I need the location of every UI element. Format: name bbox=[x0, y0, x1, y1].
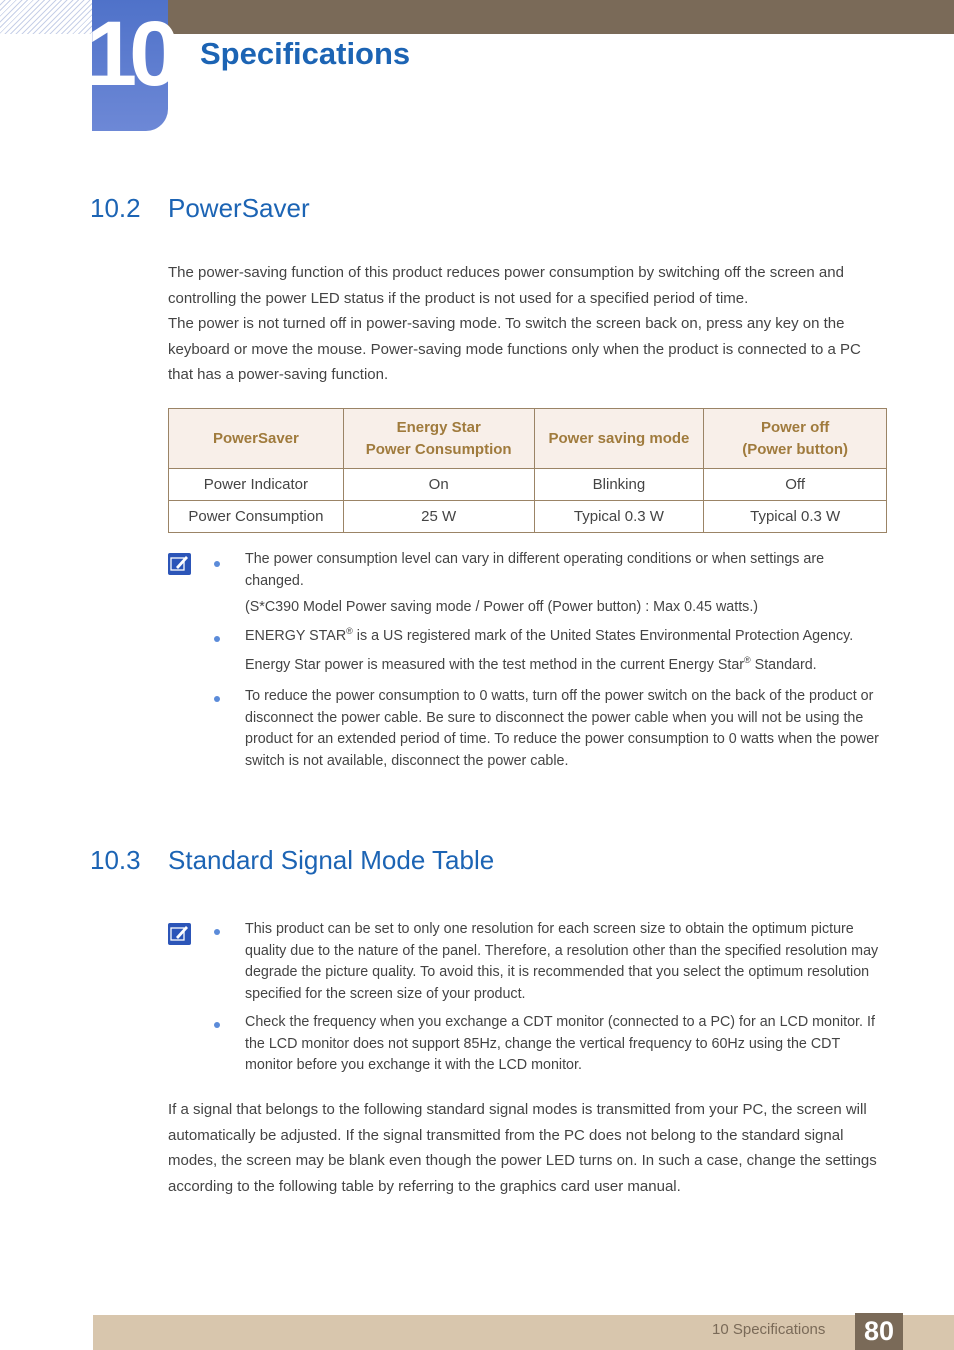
section-number: 10.3 bbox=[90, 845, 141, 875]
table-cell: Power Consumption bbox=[169, 501, 344, 533]
note-item: Check the frequency when you exchange a CDT monitor (connected to a PC) for an LCD monitor. If the LCD monitor does not support 85Hz, change the vertical frequency to 60Hz using the CDT monitor before you exchange it with the LCD monitor. bbox=[245, 1014, 875, 1074]
note-item: ENERGY STAR® is a US registered mark of the United States Environmental Protection Agency. bbox=[245, 626, 854, 644]
table-row bbox=[169, 469, 887, 501]
chapter-number-tab bbox=[86, 0, 173, 131]
note-item: To reduce the power consumption to 0 watts, turn off the power switch on the back of the product or disconnect the power cable. Be sure to disconnect the power cable when you will not be using the product for an extended period of time. To reduce the power consumption to 0 watts when the power switch is not available, disconnect the power cable. bbox=[245, 688, 879, 770]
powersaver-paragraph-1: The power-saving function of this product reduces power consumption by switching off the screen and controlling the power LED status if the product is not used for a specified period of time. bbox=[168, 264, 844, 307]
table-header-cell: Power saving mode bbox=[534, 409, 704, 469]
signal-mode-paragraph: If a signal that belongs to the following standard signal modes is transmitted from your PC, the screen will automatically be adjusted. If the signal transmitted from the PC does not belong to the standard signal modes, the screen may be blank even though the power LED turns on. In such a case, change the settings according to the following table by referring to the graphics card user manual. bbox=[168, 1101, 877, 1195]
chapter-title: Specifications bbox=[200, 36, 411, 71]
bullet-icon bbox=[214, 929, 220, 935]
note-item: The power consumption level can vary in different operating conditions or when settings are changed. bbox=[245, 551, 825, 589]
table-cell: Blinking bbox=[534, 469, 704, 501]
note-subitem: (S*C390 Model Power saving mode / Power off (Power button) : Max 0.45 watts.) bbox=[245, 599, 759, 615]
note-block-signal-mode bbox=[168, 923, 884, 1083]
note-item: This product can be set to only one resolution for each screen size to obtain the optimum picture quality due to the nature of the panel. Therefore, a resolution other than the specified resolution may degrade the picture quality. To avoid this, it is recommended that you select the optimum resolution specified for the screen size of your product. bbox=[245, 921, 879, 1003]
section-number: 10.2 bbox=[90, 193, 141, 223]
table-header-cell: Power off (Power button) bbox=[704, 409, 887, 469]
table-header-row bbox=[169, 409, 887, 469]
table-cell: Off bbox=[704, 469, 887, 501]
note-pencil-icon bbox=[168, 553, 191, 575]
table-cell: Typical 0.3 W bbox=[534, 501, 704, 533]
table-cell: Typical 0.3 W bbox=[704, 501, 887, 533]
section-title: Standard Signal Mode Table bbox=[168, 845, 495, 875]
chapter-number: 10 bbox=[86, 3, 173, 105]
section-title: PowerSaver bbox=[168, 193, 310, 223]
header-band bbox=[168, 0, 954, 34]
table-header-cell: Energy Star Power Consumption bbox=[343, 409, 534, 469]
table-cell: On bbox=[343, 469, 534, 501]
table-cell: 25 W bbox=[343, 501, 534, 533]
footer-chapter-label: 10 Specifications bbox=[712, 1321, 826, 1338]
note-block-powersaver bbox=[168, 553, 884, 773]
note-pencil-icon bbox=[168, 923, 191, 945]
bullet-icon bbox=[214, 696, 220, 702]
bullet-icon bbox=[214, 636, 220, 642]
section-heading-signal-mode bbox=[90, 845, 494, 876]
table-row bbox=[169, 501, 887, 533]
page-number: 80 bbox=[855, 1313, 903, 1350]
section-heading-powersaver bbox=[90, 193, 310, 224]
note-subitem: Energy Star power is measured with the test method in the current Energy Star® Standard. bbox=[245, 655, 817, 673]
bullet-icon bbox=[214, 1022, 220, 1028]
powersaver-paragraph-2: The power is not turned off in power-saving mode. To switch the screen back on, press any key on the keyboard or move the mouse. Power-saving mode functions only when the product is connected to a PC that has a power-saving function. bbox=[168, 315, 861, 383]
table-cell: Power Indicator bbox=[169, 469, 344, 501]
powersaver-table bbox=[168, 408, 887, 533]
header-hatch-decoration bbox=[0, 0, 92, 34]
bullet-icon bbox=[214, 561, 220, 567]
table-header-cell: PowerSaver bbox=[169, 409, 344, 469]
